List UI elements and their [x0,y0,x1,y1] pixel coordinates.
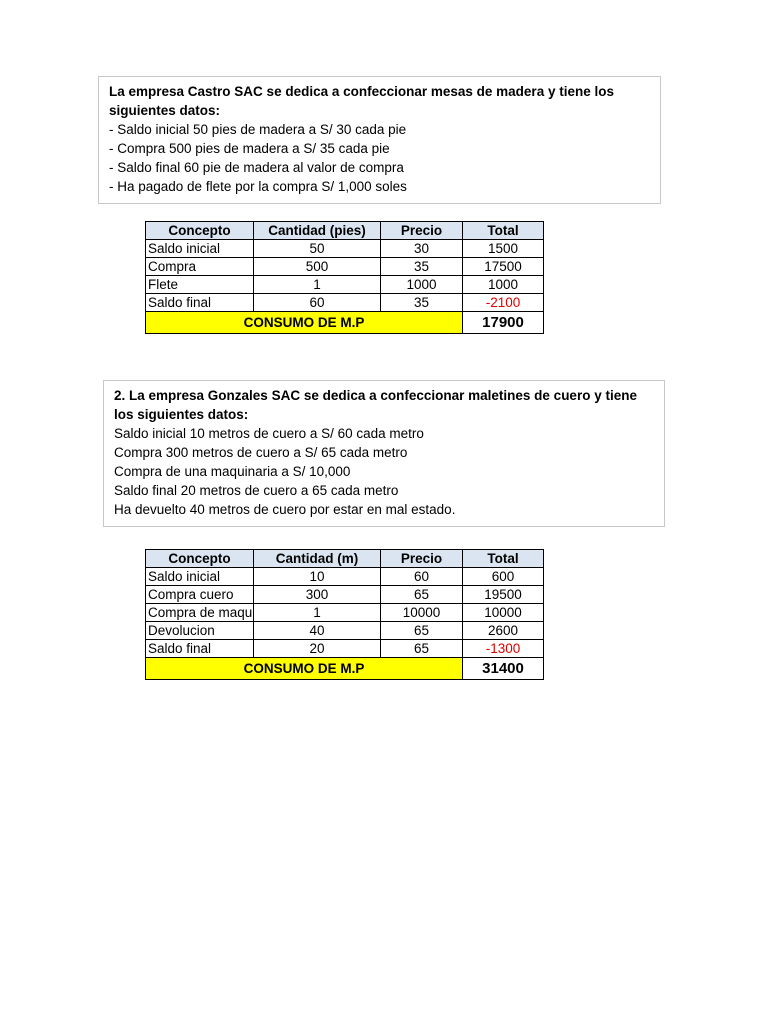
price-cell: 65 [381,622,463,640]
header-cell: Precio [381,222,463,240]
table-row [146,258,544,276]
consumption-label: CONSUMO DE M.P [146,658,463,680]
table-1 [145,221,544,334]
total-cell-negative: -2100 [463,294,544,312]
header-cell: Concepto [146,222,254,240]
total-cell: 10000 [463,604,544,622]
concept-cell: Flete [146,276,254,294]
concept-cell: Saldo inicial [146,240,254,258]
problem-1-statement [98,76,661,204]
total-cell: 1000 [463,276,544,294]
quantity-cell: 60 [254,294,381,312]
table-header-row [146,222,544,240]
quantity-cell: 1 [254,276,381,294]
quantity-cell: 10 [254,568,381,586]
total-cell: 2600 [463,622,544,640]
problem-1-heading: La empresa Castro SAC se dedica a confeccionar mesas de madera y tiene los siguientes datos: [109,84,614,118]
price-cell: 30 [381,240,463,258]
header-cell: Total [463,550,544,568]
table-row [146,586,544,604]
header-cell: Concepto [146,550,254,568]
total-cell: 1500 [463,240,544,258]
concept-cell: Compra [146,258,254,276]
total-cell-negative: -1300 [463,640,544,658]
header-cell: Cantidad (m) [254,550,381,568]
problem-2-line: Saldo inicial 10 metros de cuero a S/ 60 cada metro [114,426,424,441]
consumption-total-row [146,312,544,334]
price-cell: 60 [381,568,463,586]
table-row [146,568,544,586]
concept-cell: Saldo final [146,640,254,658]
problem-2-line: Ha devuelto 40 metros de cuero por estar en mal estado. [114,502,456,517]
price-cell: 65 [381,640,463,658]
total-cell: 17500 [463,258,544,276]
problem-1-line: - Ha pagado de flete por la compra S/ 1,000 soles [109,179,407,194]
table-row [146,604,544,622]
consumption-total-row [146,658,544,680]
problem-2-line: Saldo final 20 metros de cuero a 65 cada metro [114,483,399,498]
problem-1-line: - Saldo inicial 50 pies de madera a S/ 30 cada pie [109,122,407,137]
quantity-cell: 1 [254,604,381,622]
problem-1-line: - Saldo final 60 pie de madera al valor de compra [109,160,404,175]
consumption-value: 17900 [463,312,544,334]
quantity-cell: 20 [254,640,381,658]
problem-2-statement [103,380,665,527]
concept-cell: Compra cuero [146,586,254,604]
concept-cell: Saldo final [146,294,254,312]
header-cell: Cantidad (pies) [254,222,381,240]
table-row [146,640,544,658]
consumption-label: CONSUMO DE M.P [146,312,463,334]
concept-cell: Compra de maqu [146,604,254,622]
price-cell: 1000 [381,276,463,294]
problem-2-line: Compra 300 metros de cuero a S/ 65 cada metro [114,445,408,460]
table-row [146,240,544,258]
quantity-cell: 50 [254,240,381,258]
quantity-cell: 300 [254,586,381,604]
quantity-cell: 40 [254,622,381,640]
total-cell: 600 [463,568,544,586]
table-2 [145,549,544,680]
header-cell: Total [463,222,544,240]
problem-1-line: - Compra 500 pies de madera a S/ 35 cada pie [109,141,390,156]
header-cell: Precio [381,550,463,568]
problem-2-heading: 2. La empresa Gonzales SAC se dedica a confeccionar maletines de cuero y tiene los siguientes datos: [114,388,637,422]
price-cell: 65 [381,586,463,604]
concept-cell: Saldo inicial [146,568,254,586]
problem-2-line: Compra de una maquinaria a S/ 10,000 [114,464,351,479]
total-cell: 19500 [463,586,544,604]
table-row [146,276,544,294]
price-cell: 10000 [381,604,463,622]
concept-cell: Devolucion [146,622,254,640]
price-cell: 35 [381,294,463,312]
table-row [146,294,544,312]
quantity-cell: 500 [254,258,381,276]
table-header-row [146,550,544,568]
price-cell: 35 [381,258,463,276]
consumption-value: 31400 [463,658,544,680]
table-row [146,622,544,640]
